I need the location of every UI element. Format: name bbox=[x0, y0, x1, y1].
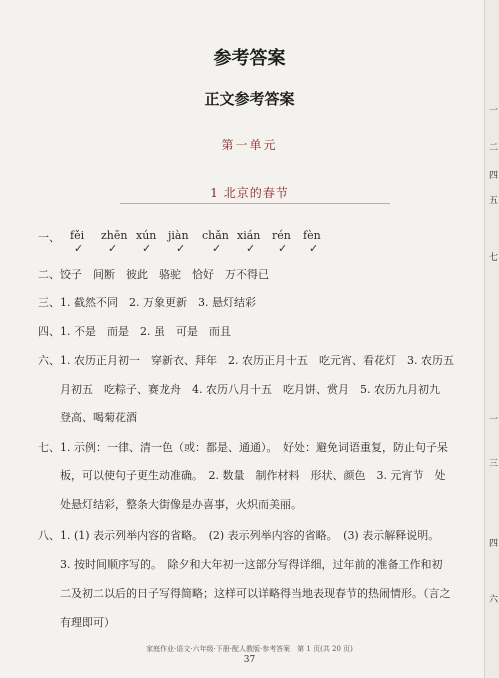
pinyin-item: xún bbox=[136, 229, 157, 242]
answer-line: 登高、喝菊花酒 bbox=[60, 411, 137, 424]
check-icon: ✓ bbox=[246, 242, 256, 255]
check-icon: ✓ bbox=[212, 242, 222, 255]
answer-line: 月初五 吃粽子、赛龙舟 4. 农历八月十五 吃月饼、赏月 5. 农历九月初九 bbox=[60, 383, 440, 396]
answer-line: 八、1. (1) 表示列举内容的省略。 (2) 表示列举内容的省略。 (3) 表示解释说明。 bbox=[38, 529, 440, 542]
edge-char: 六 bbox=[488, 595, 498, 605]
pinyin-answers bbox=[70, 229, 330, 257]
edge-char: 四 bbox=[488, 171, 498, 181]
lesson-heading: 1 北京的春节 bbox=[210, 186, 289, 200]
check-icon: ✓ bbox=[176, 242, 186, 255]
lesson-divider bbox=[120, 203, 390, 204]
pinyin-item: fèn bbox=[303, 229, 321, 242]
footer-info: 家庭作业·语文·六年级·下册·配人教版·参考答案 第 1 页(共 20 页) bbox=[146, 645, 353, 653]
pinyin-item: rén bbox=[272, 229, 291, 242]
check-icon: ✓ bbox=[278, 242, 288, 255]
answer-line: 板，可以使句子更生动准确。 2. 数量 制作材料 形状、颜色 3. 元宵节 处 bbox=[60, 469, 446, 482]
check-icon: ✓ bbox=[108, 242, 118, 255]
unit-heading: 第一单元 bbox=[221, 138, 278, 152]
answer-line: 3. 按时间顺序写的。 除夕和大年初一这部分写得详细，过年前的准备工作和初 bbox=[60, 558, 443, 571]
edge-char: 一 bbox=[488, 415, 498, 425]
check-icon: ✓ bbox=[142, 242, 152, 255]
answer-line: 四、1. 不是 而是 2. 虽 可是 而且 bbox=[38, 325, 231, 338]
pinyin-item: xián bbox=[237, 229, 261, 242]
answer-line: 七、1. 示例：一律、清一色（或：都是、通通）。 好处：避免词语重复，防止句子呆 bbox=[38, 441, 448, 454]
answer-line: 三、1. 截然不同 2. 万象更新 3. 悬灯结彩 bbox=[38, 296, 256, 309]
section1-label: 一、 bbox=[38, 231, 60, 244]
answer-line: 有理即可） bbox=[60, 616, 115, 629]
edge-char: 二 bbox=[488, 143, 498, 153]
pinyin-item: zhēn bbox=[101, 229, 128, 242]
check-icon: ✓ bbox=[74, 242, 84, 255]
edge-char: 一 bbox=[488, 106, 498, 116]
answer-line: 处悬灯结彩，整条大街像是办喜事，火炽而美丽。 bbox=[60, 498, 302, 511]
page-title: 参考答案 bbox=[213, 48, 286, 69]
edge-char: 三 bbox=[488, 459, 498, 469]
pinyin-item: jiàn bbox=[168, 229, 189, 242]
adjacent-page-edge bbox=[484, 0, 499, 678]
edge-char: 四 bbox=[488, 539, 498, 549]
answer-line: 二、饺子 间断 彼此 骆驼 恰好 万不得已 bbox=[38, 268, 269, 281]
edge-char: 七 bbox=[488, 253, 498, 263]
answer-line: 六、1. 农历正月初一 穿新衣、拜年 2. 农历正月十五 吃元宵、看花灯 3. 农历五 bbox=[38, 354, 454, 367]
answer-line: 二及初二以后的日子写得简略；这样可以详略得当地表现春节的热闹情形。（言之 bbox=[60, 587, 451, 600]
check-icon: ✓ bbox=[309, 242, 319, 255]
page-number: 37 bbox=[243, 655, 256, 665]
pinyin-item: chǎn bbox=[202, 229, 229, 242]
pinyin-item: fěi bbox=[70, 229, 85, 242]
page-subtitle: 正文参考答案 bbox=[204, 90, 295, 108]
edge-char: 五 bbox=[488, 196, 498, 206]
